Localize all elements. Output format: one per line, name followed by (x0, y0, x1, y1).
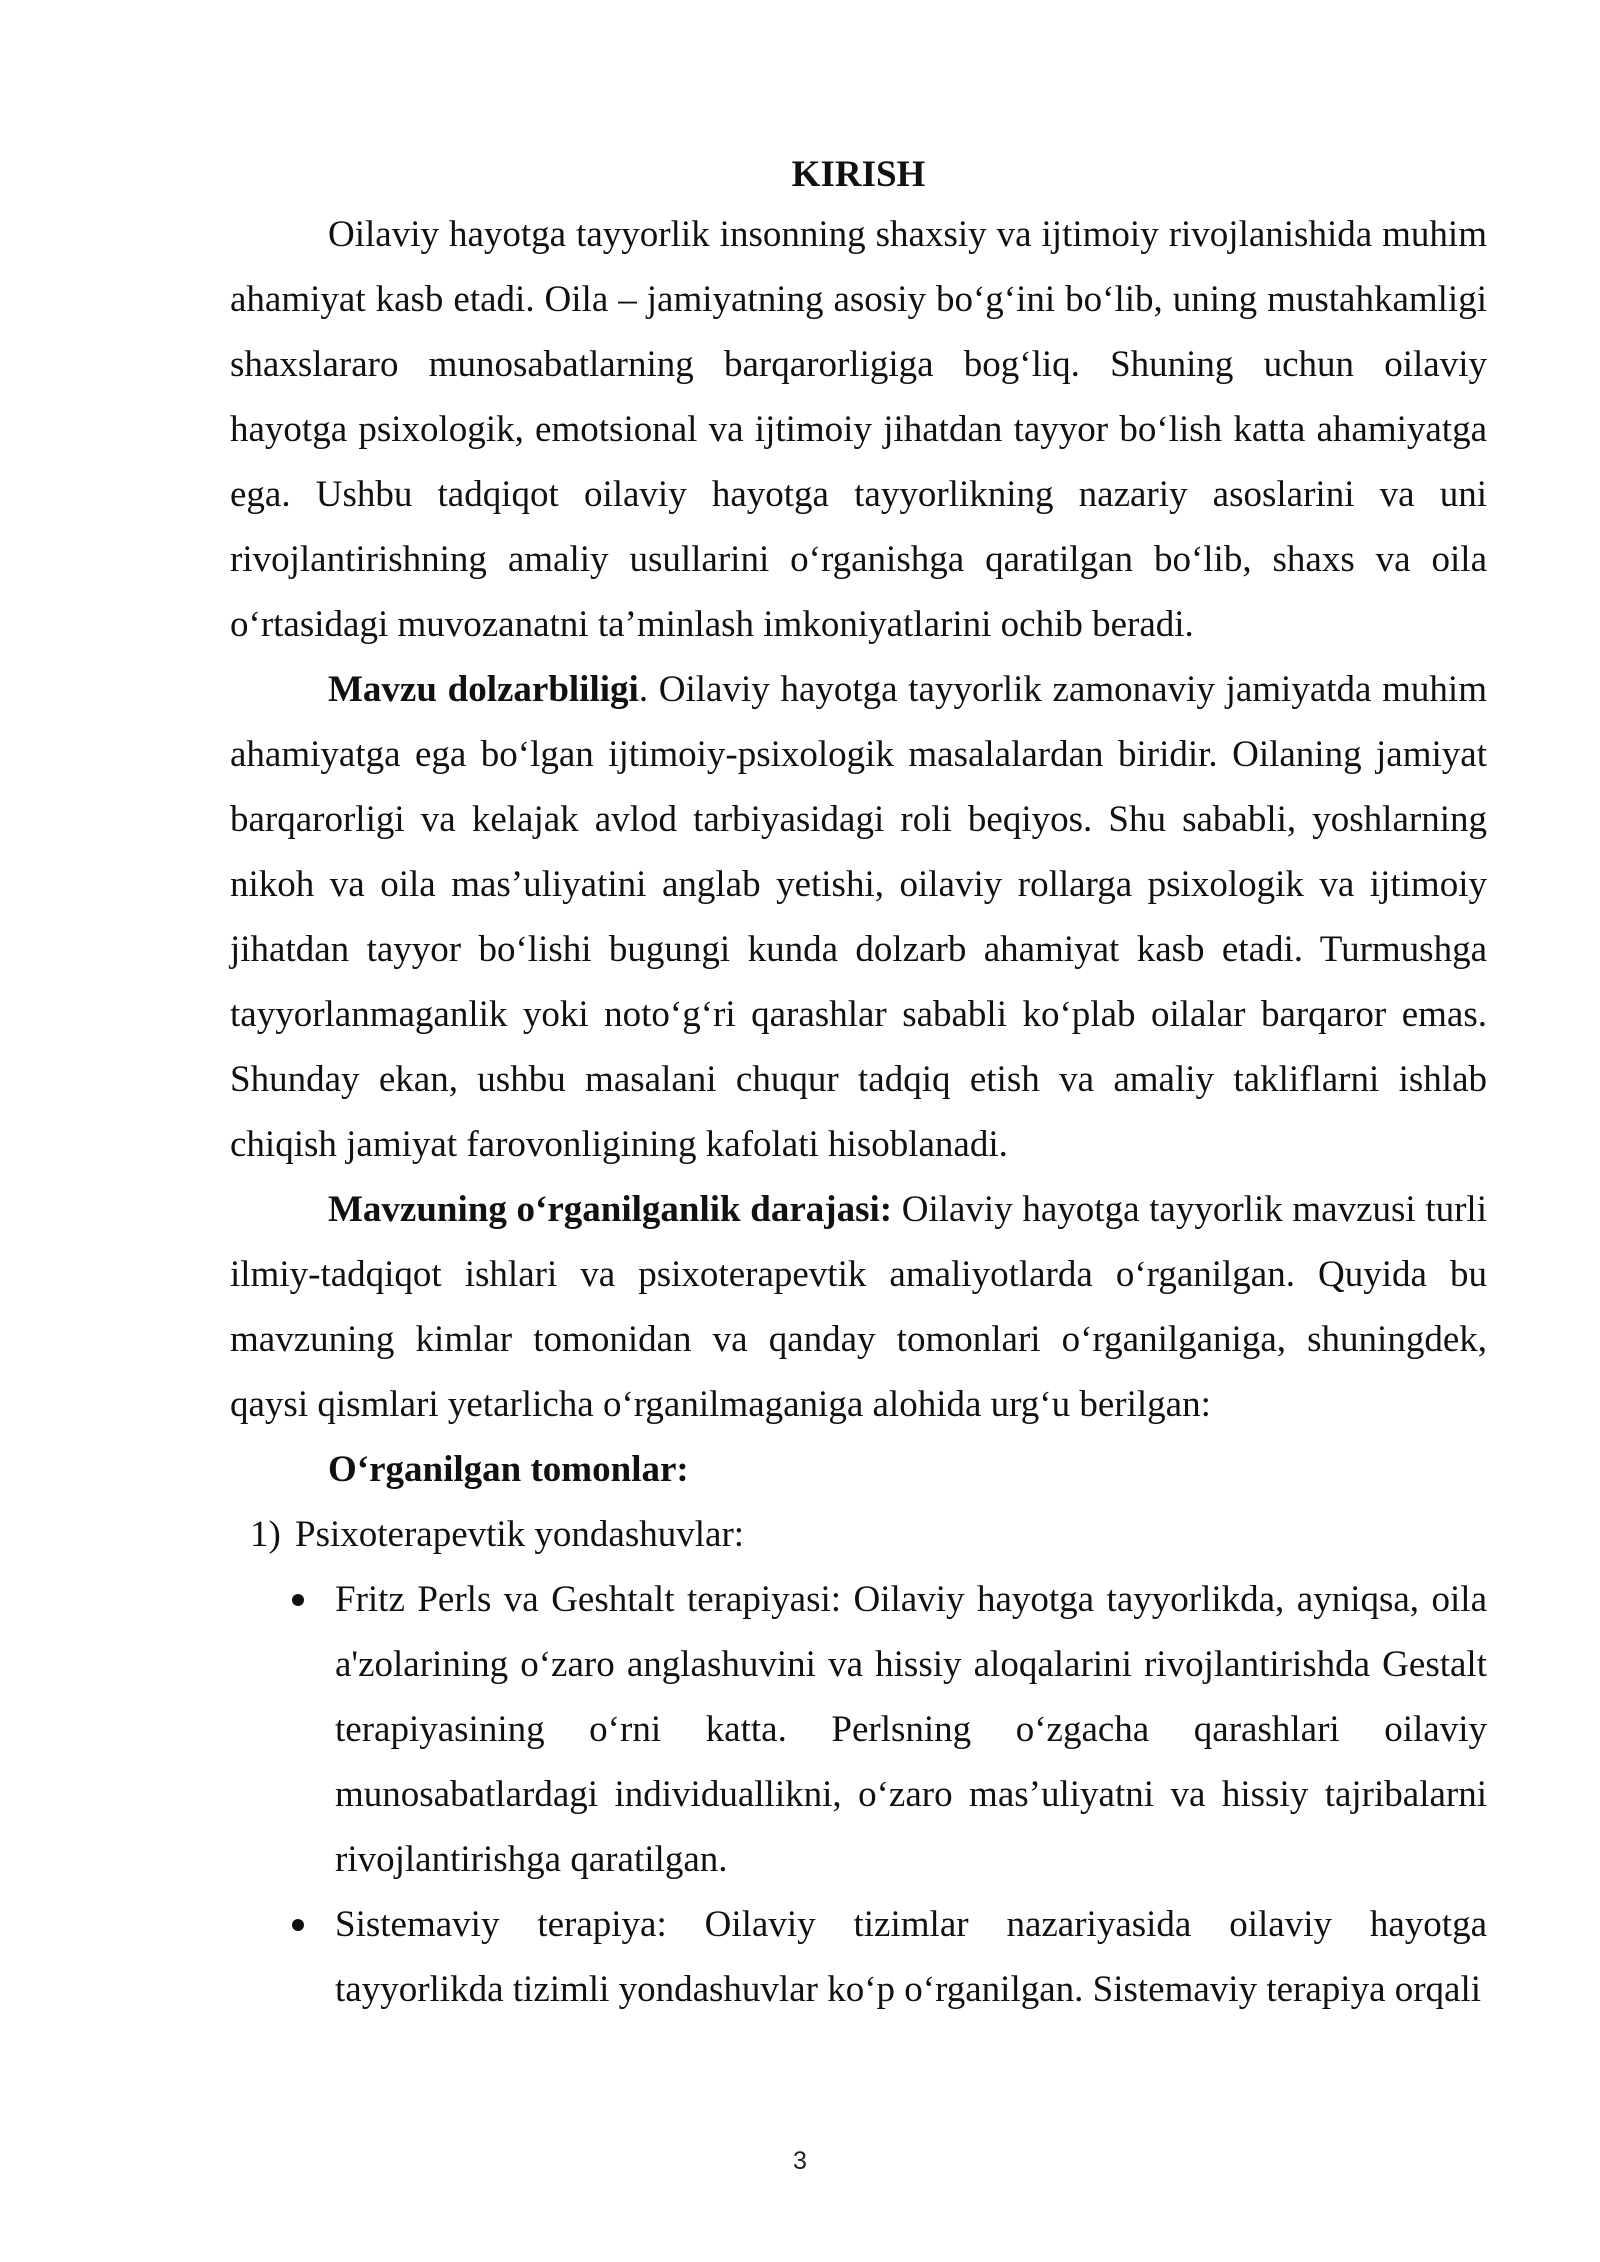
list-item (230, 1567, 1487, 1892)
list-item (230, 1892, 1487, 2022)
numbered-item-text: Psixoterapevtik yondashuvlar: (295, 1514, 745, 1555)
studied-aspects-heading: O‘rganilgan tomonlar: (328, 1449, 689, 1490)
bullet-text: Fritz Perls va Geshtalt terapiyasi: Oilaviy hayotga tayyorlikda, ayniqsa, oila a'zolarining o‘zaro anglashuvini va hissiy aloqalarini rivojlantirishda Gestalt terapiyasining o‘rni katta. Perlsning o‘zgacha qarashlari oilaviy munosabatlardagi individuallikni, o‘zaro mas’uliyatni va hissiy tajribalarni rivojlantirishga qaratilgan. (335, 1579, 1487, 1880)
relevance-text: . Oilaviy hayotga tayyorlik zamonaviy jamiyatda muhim ahamiyatga ega bo‘lgan ijtimoiy-psixologik masalalardan biridir. Oilaning jamiyat barqarorligi va kelajak avlod tarbiyasidagi roli beqiyos. Shu sababli, yoshlarning nikoh va oila mas’uliyatini anglab yetishi, oilaviy rollarga psixologik va ijtimoiy jihatdan tayyor bo‘lishi bugungi kunda dolzarb ahamiyat kasb etadi. Turmushga tayyorlanmaganlik yoki noto‘g‘ri qarashlar sababli ko‘plab oilalar barqaror emas. Shunday ekan, ushbu masalani chuqur tadqiq etish va amaliy takliflarni ishlab chiqish jamiyat farovonligining kafolati hisoblanadi. (230, 669, 1487, 1165)
bullet-icon (292, 1919, 304, 1931)
page-content (230, 150, 1487, 2022)
relevance-paragraph (230, 657, 1487, 1177)
bullet-icon (292, 1594, 304, 1606)
study-level-paragraph (230, 1177, 1487, 1437)
relevance-label: Mavzu dolzarbliligi (328, 669, 639, 710)
bullet-text: Sistemaviy terapiya: Oilaviy tizimlar nazariyasida oilaviy hayotga tayyorlikda tizimli yondashuvlar ko‘p o‘rganilgan. Sistemaviy terapiya orqali (335, 1904, 1487, 2010)
page-number: 3 (793, 2147, 807, 2175)
intro-paragraph: Oilaviy hayotga tayyorlik insonning shaxsiy va ijtimoiy rivojlanishida muhim ahamiyat kasb etadi. Oila – jamiyatning asosiy bo‘g‘ini bo‘lib, uning mustahkamligi shaxslararo munosabatlarning barqarorligiga bog‘liq. Shuning uchun oilaviy hayotga psixologik, emotsional va ijtimoiy jihatdan tayyor bo‘lish katta ahamiyatga ega. Ushbu tadqiqot oilaviy hayotga tayyorlikning nazariy asoslarini va uni rivojlantirishning amaliy usullarini o‘rganishga qaratilgan bo‘lib, shaxs va oila o‘rtasidagi muvozanatni ta’minlash imkoniyatlarini ochib beradi. (230, 214, 1487, 645)
page-title: KIRISH (791, 154, 926, 195)
study-level-text: Oilaviy hayotga tayyorlik mavzusi turli ilmiy-tadqiqot ishlari va psixoterapevtik amaliyotlarda o‘rganilgan. Quyida bu mavzuning kimlar tomonidan va qanday tomonlari o‘rganilganiga, shuningdek, qaysi qismlari yetarlicha o‘rganilmaganiga alohida urg‘u berilgan: (230, 1189, 1487, 1425)
study-level-label: Mavzuning o‘rganilganlik darajasi: (328, 1189, 893, 1230)
numbered-item-number: 1) (250, 1514, 281, 1555)
numbered-item (230, 1502, 1487, 1567)
bullet-list (230, 1567, 1487, 2022)
